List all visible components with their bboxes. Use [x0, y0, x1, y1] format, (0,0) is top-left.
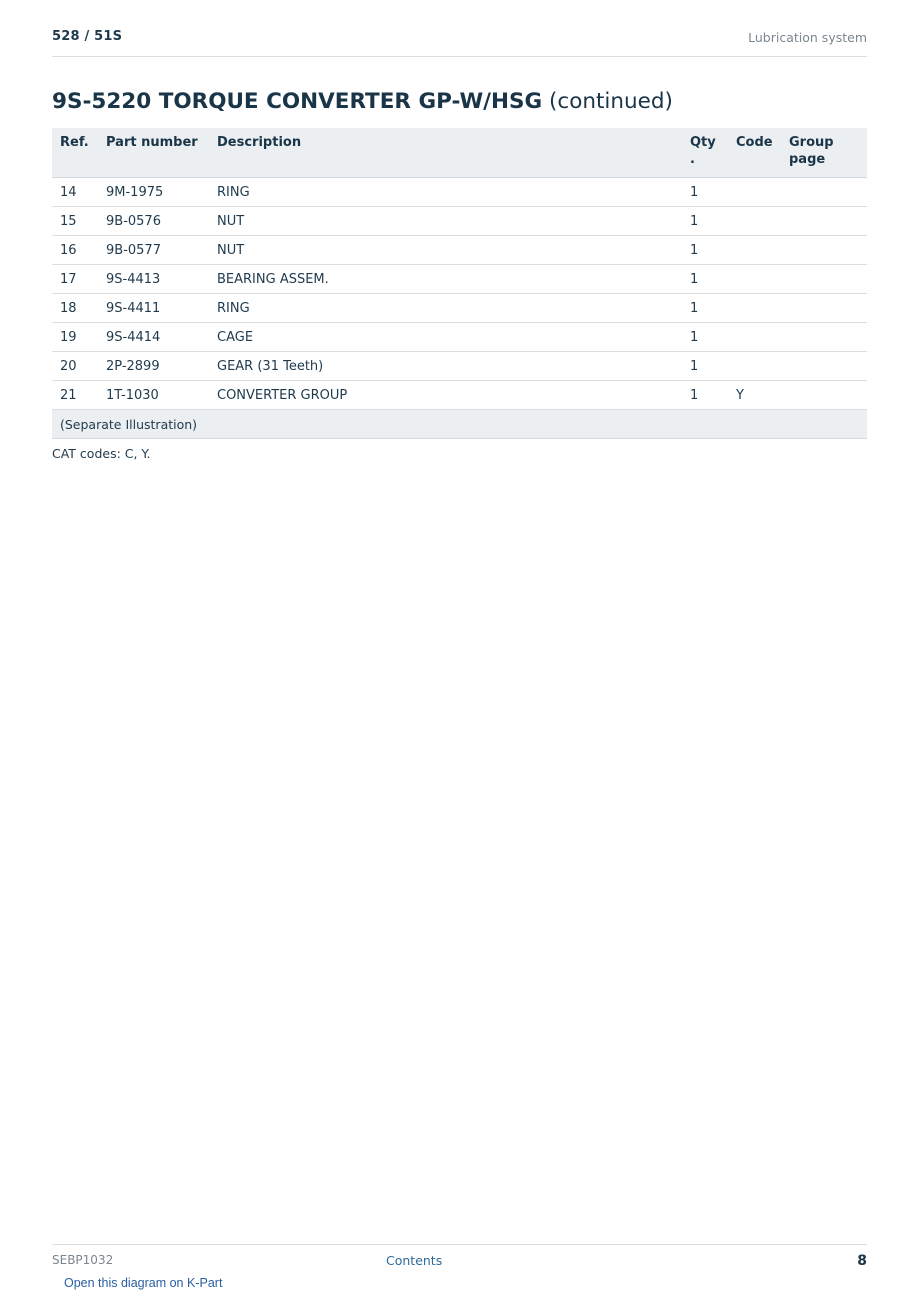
cell-group-page: [781, 178, 867, 207]
cell-ref: 18: [52, 294, 98, 323]
cell-code: [728, 265, 781, 294]
cell-qty: 1: [682, 265, 728, 294]
page-footer: [52, 1244, 867, 1290]
cell-part-number: 2P-2899: [98, 352, 209, 381]
cell-qty: 1: [682, 178, 728, 207]
col-header-code: Code: [728, 128, 781, 178]
document-id: SEBP1032: [52, 1253, 114, 1267]
cell-code: [728, 178, 781, 207]
page-header: [52, 29, 867, 57]
cat-codes-note: CAT codes: C, Y.: [52, 446, 151, 461]
table-row: [52, 236, 867, 265]
page-number: 8: [857, 1253, 867, 1269]
cell-code: [728, 207, 781, 236]
cell-part-number: 9B-0576: [98, 207, 209, 236]
cell-part-number: 9B-0577: [98, 236, 209, 265]
open-kpart-link[interactable]: Open this diagram on K-Part: [64, 1276, 223, 1290]
cell-ref: 15: [52, 207, 98, 236]
cell-qty: 1: [682, 323, 728, 352]
table-row: [52, 265, 867, 294]
cell-part-number: 9S-4411: [98, 294, 209, 323]
cell-ref: 14: [52, 178, 98, 207]
cell-qty: 1: [682, 381, 728, 410]
cell-group-page: [781, 381, 867, 410]
cell-part-number: 9S-4414: [98, 323, 209, 352]
model-reference: 528 / 51S: [52, 29, 123, 44]
col-header-group-line1: Group: [789, 135, 834, 150]
title-continued: (continued): [548, 89, 673, 114]
cell-group-page: [781, 323, 867, 352]
cell-description: CAGE: [209, 323, 682, 352]
cell-code: [728, 323, 781, 352]
col-header-qty-line2: .: [690, 152, 695, 167]
cell-ref: 17: [52, 265, 98, 294]
separate-illustration-note: (Separate Illustration): [52, 410, 867, 439]
cell-qty: 1: [682, 207, 728, 236]
cell-description: RING: [209, 178, 682, 207]
cell-part-number: 9M-1975: [98, 178, 209, 207]
group-title: 9S-5220 TORQUE CONVERTER GP-W/HSG: [52, 89, 543, 114]
cell-group-page: [781, 352, 867, 381]
table-row: [52, 381, 867, 410]
cell-ref: 20: [52, 352, 98, 381]
table-row: [52, 352, 867, 381]
page-title: [52, 89, 673, 114]
parts-table: [52, 128, 867, 439]
cell-code: [728, 294, 781, 323]
cell-part-number: 1T-1030: [98, 381, 209, 410]
cell-qty: 1: [682, 294, 728, 323]
col-header-group-page: [781, 128, 867, 178]
cell-code: [728, 352, 781, 381]
contents-link[interactable]: Contents: [386, 1253, 443, 1268]
col-header-ref: Ref.: [52, 128, 98, 178]
cell-qty: 1: [682, 236, 728, 265]
col-header-group-line2: page: [789, 152, 826, 167]
cell-group-page: [781, 207, 867, 236]
cell-group-page: [781, 236, 867, 265]
cell-ref: 21: [52, 381, 98, 410]
cell-description: GEAR (31 Teeth): [209, 352, 682, 381]
cell-group-page: [781, 265, 867, 294]
col-header-part-number: Part number: [98, 128, 209, 178]
cell-description: CONVERTER GROUP: [209, 381, 682, 410]
cell-description: BEARING ASSEM.: [209, 265, 682, 294]
cell-part-number: 9S-4413: [98, 265, 209, 294]
cell-qty: 1: [682, 352, 728, 381]
cell-ref: 19: [52, 323, 98, 352]
cell-code: Y: [728, 381, 781, 410]
cell-group-page: [781, 294, 867, 323]
col-header-qty-line1: Qty: [690, 135, 716, 150]
table-row: [52, 207, 867, 236]
cell-description: RING: [209, 294, 682, 323]
cell-description: NUT: [209, 207, 682, 236]
cell-code: [728, 236, 781, 265]
table-row: [52, 178, 867, 207]
table-row: [52, 323, 867, 352]
section-name: Lubrication system: [748, 30, 867, 45]
table-note-row: [52, 410, 867, 439]
cell-ref: 16: [52, 236, 98, 265]
cell-description: NUT: [209, 236, 682, 265]
table-header-row: [52, 128, 867, 178]
col-header-description: Description: [209, 128, 682, 178]
table-row: [52, 294, 867, 323]
col-header-qty: [682, 128, 728, 178]
